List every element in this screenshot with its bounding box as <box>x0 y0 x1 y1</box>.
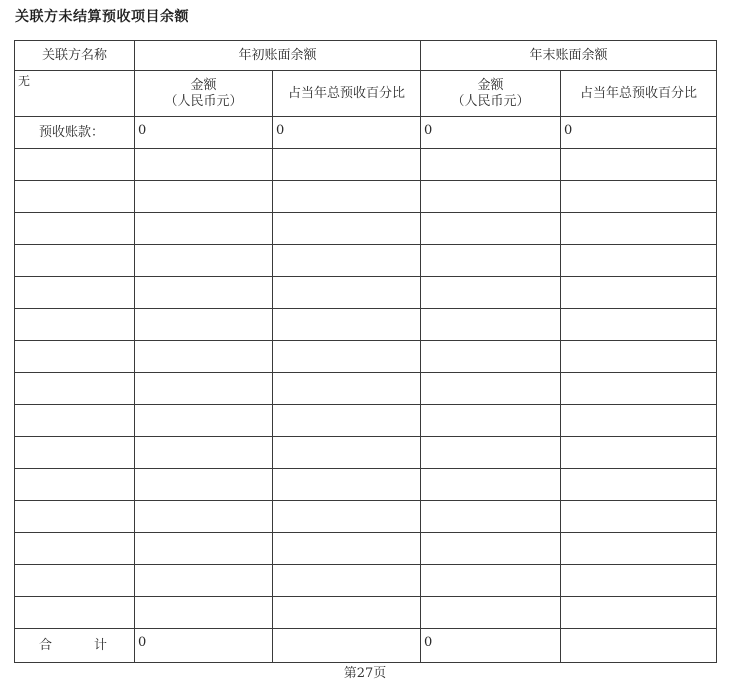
total-opening-percent <box>273 629 421 663</box>
opening-amount-value: 0 <box>135 117 273 149</box>
empty-cell <box>135 213 273 245</box>
total-closing-amount: 0 <box>421 629 561 663</box>
empty-cell <box>273 469 421 501</box>
empty-row <box>15 277 717 309</box>
empty-cell <box>135 245 273 277</box>
empty-row <box>15 213 717 245</box>
total-row <box>15 629 717 663</box>
empty-cell <box>273 501 421 533</box>
empty-cell <box>421 597 561 629</box>
empty-row <box>15 469 717 501</box>
closing-balance-header: 年末账面余额 <box>421 41 717 71</box>
empty-row <box>15 373 717 405</box>
empty-cell <box>421 213 561 245</box>
empty-cell <box>561 533 717 565</box>
opening-percent-header: 占当年总预收百分比 <box>273 71 421 117</box>
empty-cell <box>561 309 717 341</box>
empty-cell <box>15 501 135 533</box>
empty-row <box>15 341 717 373</box>
empty-row <box>15 597 717 629</box>
empty-cell <box>421 469 561 501</box>
opening-amount-header <box>135 71 273 117</box>
empty-cell <box>421 181 561 213</box>
empty-cell <box>421 565 561 597</box>
header-row-2 <box>15 71 717 117</box>
empty-cell <box>273 597 421 629</box>
empty-cell <box>273 437 421 469</box>
empty-cell <box>421 309 561 341</box>
total-closing-percent <box>561 629 717 663</box>
empty-cell <box>561 565 717 597</box>
empty-cell <box>561 277 717 309</box>
empty-cell <box>135 469 273 501</box>
empty-cell <box>135 309 273 341</box>
empty-cell <box>273 245 421 277</box>
empty-cell <box>273 405 421 437</box>
empty-cell <box>561 405 717 437</box>
empty-cell <box>561 341 717 373</box>
empty-row <box>15 565 717 597</box>
empty-cell <box>421 405 561 437</box>
amount-label: 金额 <box>477 77 504 93</box>
empty-cell <box>135 565 273 597</box>
empty-cell <box>135 373 273 405</box>
empty-cell <box>15 437 135 469</box>
empty-cell <box>15 533 135 565</box>
empty-cell <box>15 277 135 309</box>
empty-cell <box>561 597 717 629</box>
empty-cell <box>561 469 717 501</box>
empty-cell <box>273 565 421 597</box>
amount-label: 金额 <box>190 77 217 93</box>
empty-cell <box>15 245 135 277</box>
empty-cell <box>273 309 421 341</box>
empty-cell <box>561 373 717 405</box>
empty-cell <box>15 405 135 437</box>
empty-row <box>15 181 717 213</box>
empty-cell <box>135 437 273 469</box>
advance-receipts-label: 预收账款： <box>15 117 135 149</box>
empty-cell <box>273 149 421 181</box>
none-marker: 无 <box>15 71 135 117</box>
empty-row <box>15 437 717 469</box>
empty-cell <box>421 373 561 405</box>
empty-cell <box>421 245 561 277</box>
empty-row <box>15 501 717 533</box>
empty-cell <box>273 277 421 309</box>
advance-receipts-table <box>14 40 717 663</box>
advance-receipts-row <box>15 117 717 149</box>
empty-cell <box>135 341 273 373</box>
empty-cell <box>561 181 717 213</box>
empty-cell <box>421 437 561 469</box>
empty-cell <box>15 469 135 501</box>
closing-amount-header <box>421 71 561 117</box>
empty-cell <box>273 341 421 373</box>
empty-cell <box>561 213 717 245</box>
empty-cell <box>273 533 421 565</box>
closing-amount-value: 0 <box>421 117 561 149</box>
closing-percent-header: 占当年总预收百分比 <box>561 71 717 117</box>
empty-cell <box>15 373 135 405</box>
empty-cell <box>135 405 273 437</box>
empty-cell <box>273 181 421 213</box>
empty-cell <box>135 597 273 629</box>
empty-cell <box>421 501 561 533</box>
total-opening-amount: 0 <box>135 629 273 663</box>
total-label-first: 合 <box>39 637 53 653</box>
empty-cell <box>15 565 135 597</box>
empty-cell <box>273 373 421 405</box>
empty-cell <box>15 309 135 341</box>
empty-cell <box>15 149 135 181</box>
empty-cell <box>561 149 717 181</box>
empty-cell <box>561 245 717 277</box>
empty-row <box>15 533 717 565</box>
empty-cell <box>135 533 273 565</box>
empty-cell <box>135 277 273 309</box>
page-number: 第27页 <box>343 666 387 681</box>
empty-row <box>15 149 717 181</box>
empty-row <box>15 245 717 277</box>
page-heading: 关联方未结算预收项目余额 <box>15 9 189 25</box>
empty-row <box>15 309 717 341</box>
empty-cell <box>15 213 135 245</box>
total-label <box>15 629 135 663</box>
header-row-1 <box>15 41 717 71</box>
empty-cell <box>421 277 561 309</box>
currency-label: （人民币元） <box>451 93 530 109</box>
empty-cell <box>15 181 135 213</box>
empty-cell <box>15 341 135 373</box>
opening-balance-header: 年初账面余额 <box>135 41 421 71</box>
empty-cell <box>15 597 135 629</box>
empty-cell <box>421 533 561 565</box>
empty-row <box>15 405 717 437</box>
empty-cell <box>135 149 273 181</box>
currency-label: （人民币元） <box>164 93 243 109</box>
empty-cell <box>561 501 717 533</box>
opening-percent-value: 0 <box>273 117 421 149</box>
empty-cell <box>135 501 273 533</box>
empty-cell <box>273 213 421 245</box>
empty-cell <box>421 341 561 373</box>
empty-cell <box>561 437 717 469</box>
party-name-header: 关联方名称 <box>15 41 135 71</box>
empty-cell <box>421 149 561 181</box>
total-label-second: 计 <box>94 637 108 653</box>
closing-percent-value: 0 <box>561 117 717 149</box>
empty-cell <box>135 181 273 213</box>
